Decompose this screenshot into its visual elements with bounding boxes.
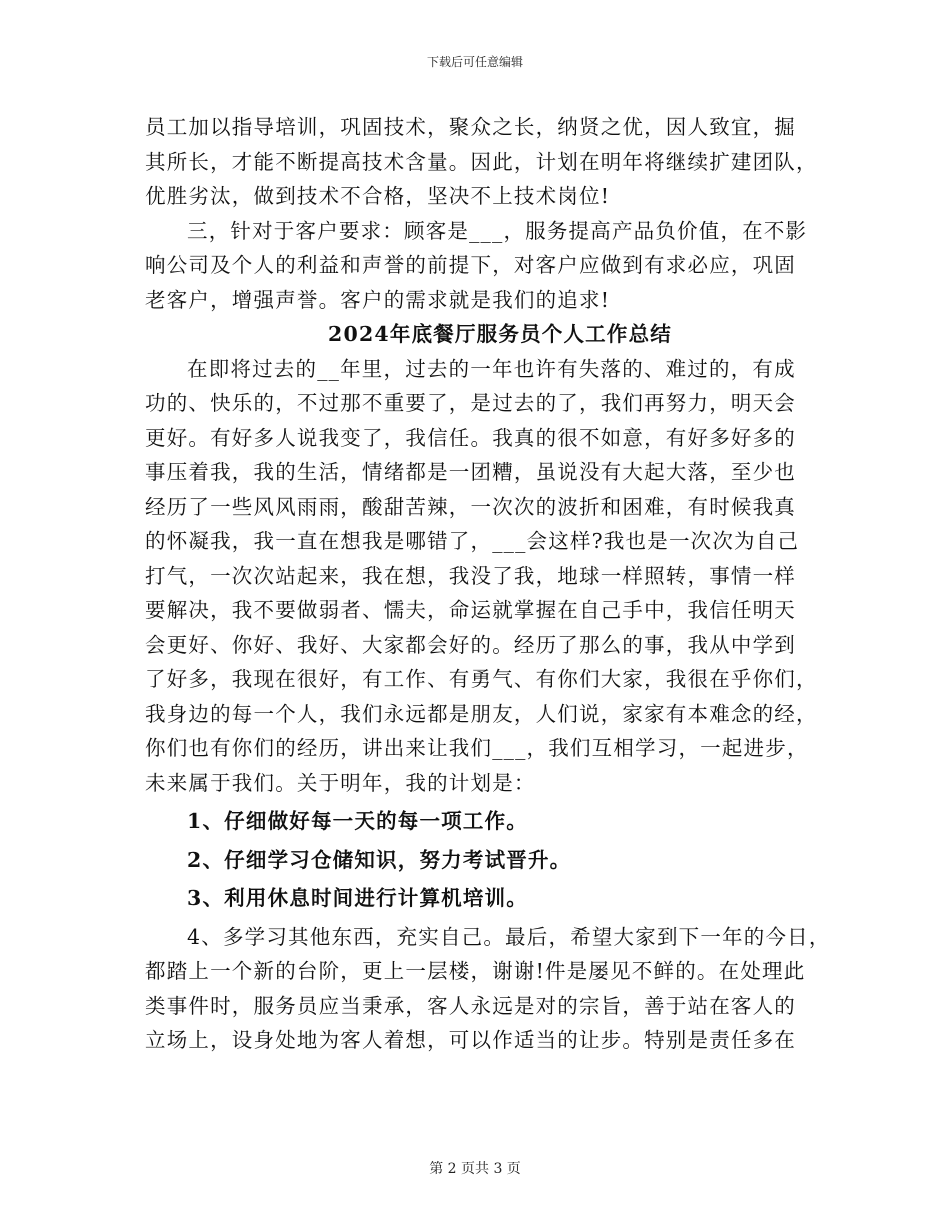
paragraph-line: 其所长，才能不断提高技术含量。因此，计划在明年将继续扩建团队， [145,149,818,174]
paragraph-line: 三，针对于客户要求：顾客是___，服务提高产品负价值，在不影 [187,218,808,243]
paragraph-line: 会更好、你好、我好、大家都会好的。经历了那么的事，我从中学到 [145,632,796,657]
paragraph-line: 在即将过去的__年里，过去的一年也许有失落的、难过的，有成 [187,356,796,381]
paragraph-line: 你们也有你们的经历，讲出来让我们___，我们互相学习，一起进步， [145,736,809,760]
paragraph-line: 的怀凝我，我一直在想我是哪错了，___会这样?我也是一次次为自己 [145,529,800,553]
paragraph-line: 了好多，我现在很好，有工作、有勇气、有你们大家，我很在乎你们， [145,667,818,691]
section-title: 2024年底餐厅服务员个人工作总结 [328,322,672,346]
paragraph-line: 我身边的每一个人，我们永远都是朋友，人们说，家家有本难念的经， [145,701,818,726]
paragraph-line: 优胜劣汰，做到技术不合格，坚决不上技术岗位! [145,184,611,208]
paragraph-line: 经历了一些风风雨雨，酸甜苦辣，一次次的波折和困难，有时候我真 [145,494,796,519]
paragraph-line: 类事件时，服务员应当秉承，客人永远是对的宗旨，善于站在客人的 [145,993,796,1018]
page-header: 下载后可任意编辑 [426,55,523,69]
plan-item: 1、仔细做好每一天的每一项工作。 [187,809,528,833]
paragraph-line: 员工加以指导培训，巩固技术，聚众之长，纳贤之优，因人致宜，掘 [145,115,796,139]
page-footer: 第 2 页共 3 页 [429,1161,521,1177]
paragraph-line: 都踏上一个新的台阶，更上一层楼，谢谢!件是屡见不鲜的。在处理此 [145,959,806,983]
paragraph-line: 老客户，增强声誉。客户的需求就是我们的追求! [145,287,611,312]
paragraph-line: 更好。有好多人说我变了，我信任。我真的很不如意，有好多好多的 [145,425,796,450]
paragraph-line: 响公司及个人的利益和声誉的前提下，对客户应做到有求必应，巩固 [145,253,796,277]
paragraph-line: 未来属于我们。关于明年，我的计划是： [145,770,536,795]
paragraph-line: 打气，一次次站起来，我在想，我没了我，地球一样照转，事情一样 [145,563,796,588]
paragraph-line: 立场上，设身处地为客人着想，可以作适当的让步。特别是责任多在 [145,1028,796,1052]
document-body [145,110,831,1058]
plan-item: 2、仔细学习仓储知识，努力考试晋升。 [187,847,572,872]
paragraph-line: 事压着我，我的生活，情绪都是一团糟，虽说没有大起大落，至少也 [145,460,796,484]
paragraph-line: 功的、快乐的，不过那不重要了，是过去的了，我们再努力，明天会 [145,391,796,415]
plan-item: 3、利用休息时间进行计算机培训。 [187,886,528,910]
paragraph-line: 4、多学习其他东西，充实自己。最后，希望大家到下一年的今日， [187,924,831,949]
paragraph-line: 要解决，我不要做弱者、懦夫，命运就掌握在自己手中，我信任明天 [145,598,796,622]
